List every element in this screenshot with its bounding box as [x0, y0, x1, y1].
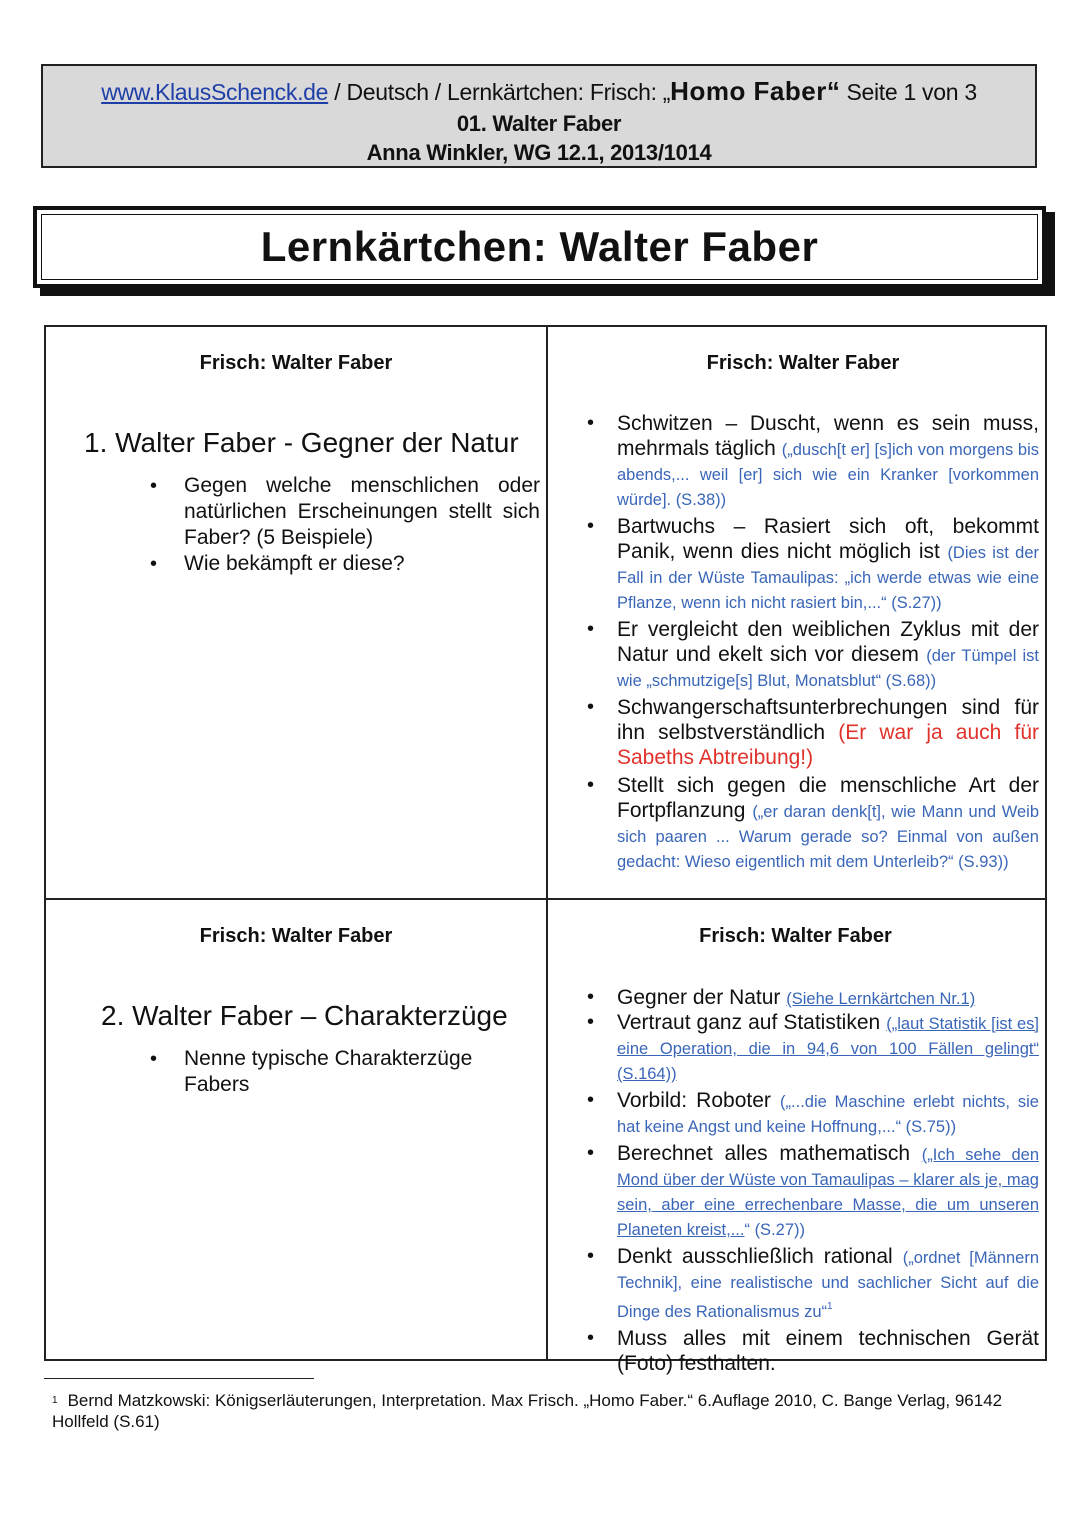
quote-text: („dusch[t er] [s]ich von morgens bis abends,... weil [er] sich wie ein Kranker [vorkommen würde]. (S.38)) — [617, 441, 1039, 509]
answer-text: Muss alles mit einem technischen Gerät (Foto) festhalten. — [617, 1327, 1039, 1375]
list-item — [584, 1141, 1039, 1241]
header-breadcrumb-line — [43, 76, 1035, 107]
card-1-list — [150, 473, 540, 577]
list-item — [584, 411, 1039, 511]
card-4-list — [584, 985, 1039, 1379]
list-item: • Nenne typische Charakterzüge Fabers — [150, 1046, 480, 1098]
answer-text: Berechnet alles mathematisch — [617, 1142, 922, 1165]
answer-text: Vertraut ganz auf Statistiken — [617, 1011, 887, 1034]
answer-text: Stellt sich gegen die menschliche Art der Fortpflanzung — [617, 774, 1039, 822]
answer-text: Vorbild: Roboter — [617, 1089, 781, 1112]
card-3-head: Frisch: Walter Faber — [199, 925, 393, 947]
answer-text: Bartwuchs – Rasiert sich oft, bekommt Panik, wenn dies nicht möglich ist — [617, 515, 1039, 563]
card-4-head: Frisch: Walter Faber — [699, 925, 892, 947]
reference-link[interactable]: („laut Statistik [ist es] eine Operation, die in 94,6 von 100 Fällen gelingt“ (S.164)) — [617, 1015, 1039, 1083]
quote-text: (Dies ist der Fall in der Wüste Tamaulipas: „ich werde etwas wie eine Pflanze, wenn ich nicht rasiert bin,...“ (S.27)) — [617, 544, 1039, 612]
list-item — [584, 1244, 1039, 1323]
card-3-list — [150, 1046, 480, 1098]
card-grid — [44, 325, 1047, 1375]
quote-text: („ordnet [Männern Technik], eine realistische und sachlicher Sicht auf die Dinge des Rationalismus zu“ — [617, 1249, 1039, 1321]
card-2-head: Frisch: Walter Faber — [706, 352, 900, 374]
document-header — [41, 64, 1037, 168]
book-title: Homo Faber“ — [670, 76, 841, 106]
card-3-question: 2. Walter Faber – Charakterzüge — [101, 1000, 508, 1031]
list-item — [584, 1010, 1039, 1085]
footnote-mark: 1 — [52, 1395, 58, 1406]
list-item — [584, 695, 1039, 770]
title-box — [33, 206, 1046, 288]
footnote-rule — [44, 1378, 314, 1379]
quote-text: (der Tümpel ist wie „schmutzige[s] Blut, Monatsblut“ (S.68)) — [617, 647, 1040, 690]
reference-link[interactable]: (Siehe Lernkärtchen Nr.1) — [786, 990, 976, 1008]
answer-text: Schwangerschaftsunterbrechungen sind für ihn selbstverständlich — [617, 696, 1039, 744]
list-item: • Wie bekämpft er diese? — [150, 551, 540, 577]
quote-text: („er daran denk[t], wie Mann und Weib sich paaren ... Warum gerade so? Einmal von außen gedacht: Wieso eigentlich mit dem Unterleib?“ (S.93)) — [617, 803, 1039, 871]
list-item — [584, 617, 1039, 692]
answer-text: Gegner der Natur — [617, 986, 787, 1009]
answer-text: Denkt ausschließlich rational — [617, 1245, 903, 1268]
footnote — [52, 1390, 1032, 1432]
red-note: (Er war ja auch für Sabeths Abtreibung!) — [617, 721, 1039, 769]
site-link[interactable]: www.KlausSchenck.de — [101, 79, 329, 105]
list-item — [584, 514, 1039, 614]
list-item: • Gegen welche menschlichen oder natürlichen Erscheinungen stellt sich Faber? (5 Beispiele) — [150, 473, 540, 551]
answer-text: Er vergleicht den weiblichen Zyklus mit der Natur und ekelt sich vor diesem — [617, 618, 1039, 666]
page-title: Lernkärtchen: Walter Faber — [41, 214, 1038, 280]
quote-text: („...die Maschine erlebt nichts, sie hat keine Angst und keine Hoffnung,...“ (S.75)) — [617, 1093, 1039, 1136]
page-info: Seite 1 von 3 — [840, 79, 977, 105]
footnote-reference[interactable]: 1 — [827, 1301, 833, 1312]
card-1-question: 1. Walter Faber - Gegner der Natur — [84, 427, 519, 458]
answer-text: Schwitzen – Duscht, wenn es sein muss, mehrmals täglich — [617, 412, 1039, 460]
list-item — [584, 1326, 1039, 1376]
card-2-list — [584, 411, 1039, 876]
header-subtitle: 01. Walter Faber — [456, 111, 622, 136]
reference-link[interactable]: („Ich sehe den Mond über der Wüste von Tamaulipas – klarer als je, mag sein, aber eine errechenbare Masse, die um unseren Planeten kreist,... — [617, 1146, 1039, 1239]
grid-divider-horizontal — [46, 898, 1045, 900]
footnote-text: Bernd Matzkowski: Königserläuterungen, Interpretation. Max Frisch. „Homo Faber.“ 6.Auflage 2010, C. Bange Verlag, 96142 Hollfeld (S.61) — [52, 1391, 1003, 1431]
list-item — [584, 773, 1039, 873]
card-1-head: Frisch: Walter Faber — [199, 352, 393, 374]
quote-text: “ (S.27)) — [744, 1221, 805, 1239]
grid-divider-vertical — [546, 327, 548, 1359]
list-item — [584, 985, 1039, 1010]
header-author: Anna Winkler, WG 12.1, 2013/1014 — [366, 140, 712, 165]
breadcrumb-text: / Deutsch / Lernkärtchen: Frisch: „ — [328, 79, 671, 105]
list-item — [584, 1088, 1039, 1138]
